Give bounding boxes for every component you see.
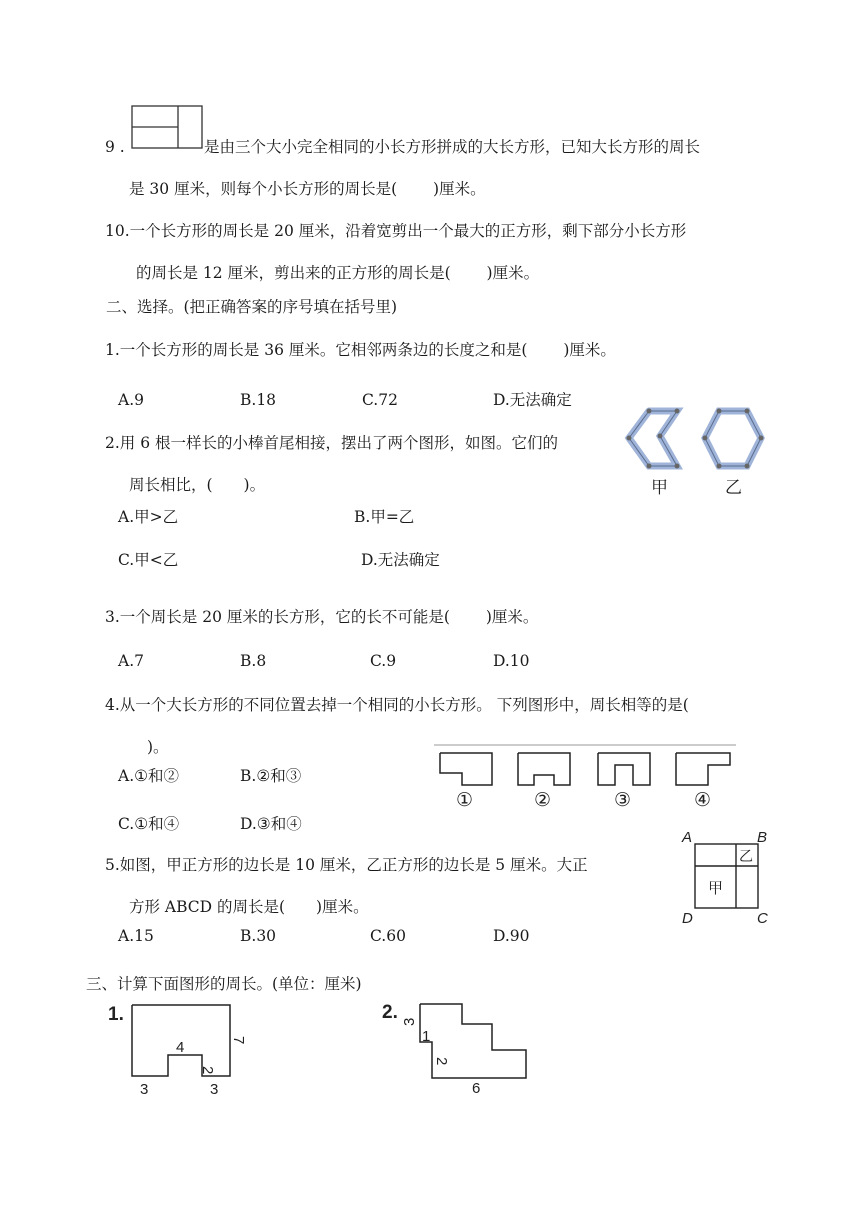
c5-option-d[interactable]: D.90 bbox=[493, 927, 530, 945]
c3-option-d[interactable]: D.10 bbox=[493, 652, 530, 670]
stick-shape-jia bbox=[629, 411, 677, 466]
c5-option-b[interactable]: B.30 bbox=[240, 927, 277, 945]
vertex-d: D bbox=[682, 910, 693, 927]
shape-3-label: ③ bbox=[614, 790, 632, 811]
fig1-label-bottom-left: 3 bbox=[140, 1081, 149, 1098]
perimeter-figure-2 bbox=[380, 996, 540, 1100]
c2-option-c[interactable]: C.甲<乙 bbox=[118, 551, 179, 569]
perimeter-figure-1 bbox=[104, 1000, 254, 1104]
c5-line1: 5.如图，甲正方形的边长是 10 厘米，乙正方形的边长是 5 厘米。大正 bbox=[105, 856, 588, 874]
shape-4 bbox=[676, 753, 730, 785]
shape-1-label: ① bbox=[456, 790, 474, 811]
section3-title: 三、计算下面图形的周长。(单位：厘米) bbox=[86, 975, 362, 993]
stick-shape-yi bbox=[705, 411, 761, 466]
q9-line1: 是由三个大小完全相同的小长方形拼成的大长方形，已知大长方形的周长 bbox=[204, 138, 701, 156]
c4-option-d[interactable]: D.③和④ bbox=[240, 815, 302, 833]
shape-1 bbox=[440, 753, 492, 785]
cut-rectangles-figure bbox=[432, 742, 740, 814]
fig2-label-lower-left: 2 bbox=[433, 1057, 450, 1066]
c5-option-a[interactable]: A.15 bbox=[118, 927, 154, 945]
label-jia: 甲 bbox=[651, 478, 668, 497]
c3-option-c[interactable]: C.9 bbox=[370, 652, 397, 670]
fig1-label-inner: 2 bbox=[199, 1066, 216, 1075]
q9-number: 9 . bbox=[105, 138, 125, 156]
q10-line2: 的周长是 12 厘米，剪出来的正方形的周长是( )厘米。 bbox=[136, 264, 540, 282]
c1-option-c[interactable]: C.72 bbox=[362, 391, 398, 409]
fig2-label-step: 1 bbox=[422, 1028, 431, 1045]
shape-3 bbox=[598, 753, 650, 785]
vertex-c: C bbox=[757, 910, 768, 927]
c2-line2: 周长相比，( )。 bbox=[129, 476, 266, 494]
label-yi-square: 乙 bbox=[739, 848, 753, 864]
section2-title: 二、选择。(把正确答案的序号填在括号里) bbox=[106, 298, 398, 316]
shape-2 bbox=[518, 753, 570, 785]
c1-option-d[interactable]: D.无法确定 bbox=[493, 391, 572, 409]
stick-shapes-figure bbox=[615, 398, 775, 502]
fig2-label-left: 3 bbox=[401, 1017, 418, 1026]
shape-4-label: ④ bbox=[694, 790, 712, 811]
c4-option-a[interactable]: A.①和② bbox=[118, 767, 180, 785]
c2-option-d[interactable]: D.无法确定 bbox=[361, 551, 440, 569]
c2-option-b[interactable]: B.甲=乙 bbox=[354, 508, 415, 526]
c2-line1: 2.用 6 根一样长的小棒首尾相接，摆出了两个图形，如图。它们的 bbox=[105, 434, 559, 452]
c3-option-b[interactable]: B.8 bbox=[240, 652, 267, 670]
fig1-label-top: 4 bbox=[176, 1039, 185, 1056]
c5-line2: 方形 ABCD 的周长是( )厘米。 bbox=[129, 898, 369, 916]
fig1-label-bottom-right: 3 bbox=[210, 1081, 219, 1098]
label-yi: 乙 bbox=[725, 478, 742, 497]
q9-line2: 是 30 厘米，则每个小长方形的周长是( )厘米。 bbox=[129, 180, 486, 198]
vertex-b: B bbox=[757, 829, 768, 846]
c3-option-a[interactable]: A.7 bbox=[118, 652, 144, 670]
c4-option-b[interactable]: B.②和③ bbox=[240, 767, 302, 785]
fig2-number: 2. bbox=[382, 1002, 398, 1023]
c4-line1: 4.从一个大长方形的不同位置去掉一个相同的小长方形。 下列图形中，周长相等的是( bbox=[105, 696, 689, 714]
q9-rectangle-figure bbox=[128, 102, 206, 150]
shape-2-label: ② bbox=[534, 790, 552, 811]
c4-line2: )。 bbox=[147, 738, 169, 756]
square-abcd-figure bbox=[678, 826, 774, 930]
q10-line1: 10.一个长方形的周长是 20 厘米，沿着宽剪出一个最大的正方形，剩下部分小长方形 bbox=[105, 222, 687, 240]
fig1-number: 1. bbox=[108, 1004, 124, 1025]
c1-option-a[interactable]: A.9 bbox=[118, 391, 144, 409]
c3-stem: 3.一个周长是 20 厘米的长方形，它的长不可能是( )厘米。 bbox=[105, 608, 539, 626]
label-jia-square: 甲 bbox=[708, 880, 724, 897]
fig2-label-bottom: 6 bbox=[472, 1080, 481, 1097]
c1-stem: 1.一个长方形的周长是 36 厘米。它相邻两条边的长度之和是( )厘米。 bbox=[105, 341, 616, 359]
c4-option-c[interactable]: C.①和④ bbox=[118, 815, 180, 833]
c2-option-a[interactable]: A.甲>乙 bbox=[118, 508, 179, 526]
c5-option-c[interactable]: C.60 bbox=[370, 927, 406, 945]
fig1-label-right: 7 bbox=[230, 1036, 247, 1045]
c1-option-b[interactable]: B.18 bbox=[240, 391, 277, 409]
vertex-a: A bbox=[682, 829, 693, 846]
